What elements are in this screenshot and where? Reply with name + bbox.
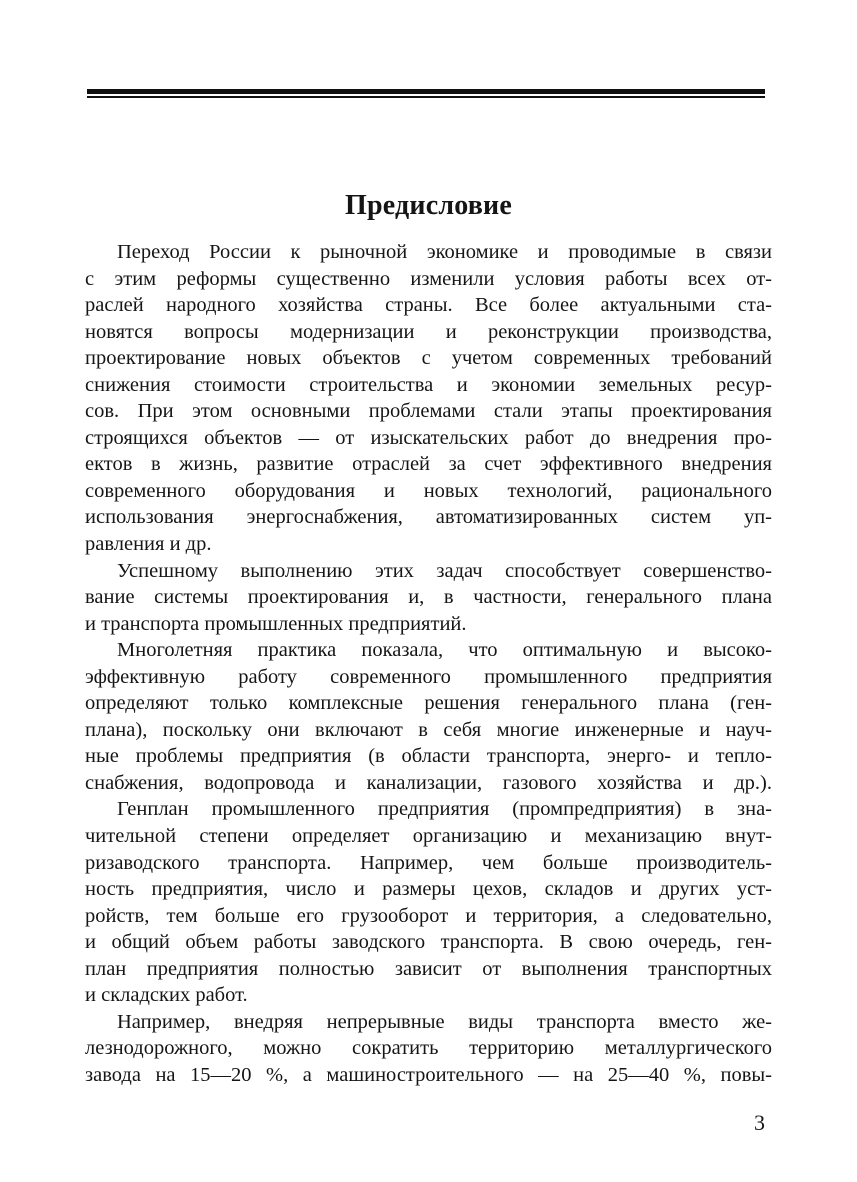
text-line: эффективную работу современного промышленного предприятия [85, 665, 772, 688]
paragraph [85, 558, 772, 638]
text-line: вание системы проектирования и, в частности, генерального плана [85, 586, 772, 609]
paragraph [85, 796, 772, 1008]
page-title: Предисловие [344, 190, 513, 221]
text-line: и общий объем работы заводского транспорта. В свою очередь, ген- [85, 931, 772, 954]
text-line: завода на 15—20 %, а машиностроительного — на 25—40 %, повы- [85, 1063, 772, 1086]
rule-thin-line [87, 96, 765, 98]
text-line: раслей народного хозяйства страны. Все более актуальными ста- [85, 294, 772, 317]
text-line: снижения стоимости строительства и экономии земельных ресур- [85, 373, 772, 396]
text-line: равления и др. [85, 533, 212, 556]
text-line: Например, внедряя непрерывные виды транспорта вместо же- [117, 1010, 772, 1033]
text-line: ектов в жизнь, развитие отраслей за счет эффективного внедрения [85, 453, 772, 476]
text-block [85, 239, 772, 1089]
text-line: сов. При этом основными проблемами стали этапы проектирования [85, 400, 772, 423]
paragraph [85, 637, 772, 796]
text-line: и транспорта промышленных предприятий. [85, 612, 467, 635]
text-line: Успешному выполнению этих задач способствует совершенство- [117, 559, 772, 582]
text-line: лезнодорожного, можно сократить территорию металлургического [85, 1037, 772, 1060]
text-line: строящихся объектов — от изыскательских работ до внедрения про- [85, 426, 772, 449]
text-line: ные проблемы предприятия (в области транспорта, энерго- и тепло- [85, 745, 772, 768]
text-line: план предприятия полностью зависит от выполнения транспортных [85, 957, 772, 980]
text-line: плана), поскольку они включают в себя многие инженерные и науч- [85, 718, 772, 741]
text-line: ризаводского транспорта. Например, чем больше производитель- [85, 851, 772, 874]
paragraph [85, 239, 772, 558]
text-line: новятся вопросы модернизации и реконструкции производства, [85, 320, 772, 343]
rule-thick-line [87, 89, 765, 94]
text-line: с этим реформы существенно изменили условия работы всех от- [85, 267, 772, 290]
text-line: ройств, тем больше его грузооборот и территория, а следовательно, [85, 904, 772, 927]
text-line: проектирование новых объектов с учетом современных требований [85, 347, 772, 370]
paragraph [85, 1009, 772, 1089]
text-line: чительной степени определяет организацию и механизацию внут- [85, 825, 772, 848]
text-line: использования энергоснабжения, автоматизированных систем уп- [85, 506, 772, 529]
text-line: современного оборудования и новых технологий, рационального [85, 479, 772, 502]
text-line: ность предприятия, число и размеры цехов, складов и других уст- [85, 878, 772, 901]
header-double-rule [87, 89, 765, 98]
text-line: Генплан промышленного предприятия (промпредприятия) в зна- [117, 798, 772, 821]
page-number: 3 [754, 1110, 765, 1135]
text-line: определяют только комплексные решения генерального плана (ген- [85, 692, 772, 715]
text-line: Переход России к рыночной экономике и проводимые в связи [117, 241, 772, 263]
text-line: снабжения, водопровода и канализации, газового хозяйства и др.). [85, 771, 772, 794]
text-line: Многолетняя практика показала, что оптимальную и высоко- [117, 639, 772, 662]
text-line: и складских работ. [85, 984, 248, 1007]
